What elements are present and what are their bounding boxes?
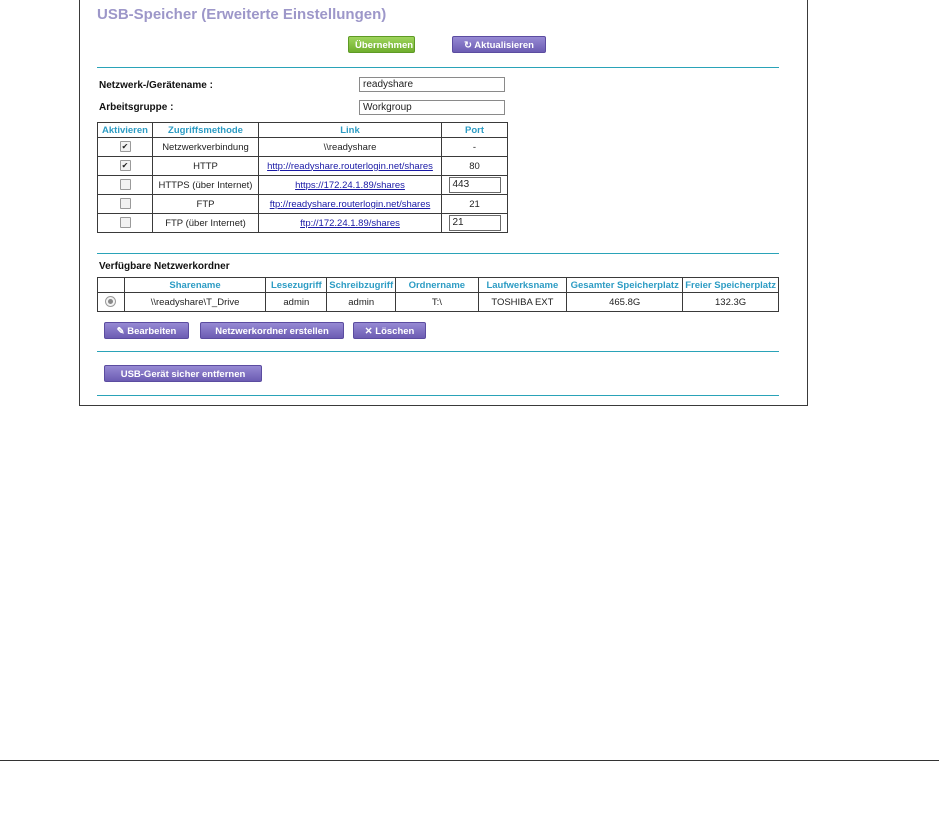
method-cell: HTTPS (über Internet) [153,176,259,195]
refresh-icon: ↻ [464,40,472,51]
col-select [98,278,125,293]
table-row [98,176,508,195]
apply-button[interactable]: Übernehmen ▸ [348,36,415,53]
edit-button-label: Bearbeiten [127,326,177,337]
col-sharename: Sharename [124,278,266,293]
edit-button[interactable] [104,322,189,339]
table-row [98,214,508,233]
table-row [98,195,508,214]
create-folder-button[interactable]: Netzwerkordner erstellen [200,322,344,339]
link[interactable]: ftp://172.24.1.89/shares [300,217,400,229]
divider [97,67,779,68]
link[interactable]: ftp://readyshare.routerlogin.net/shares [269,198,431,210]
col-free: Freier Speicherplatz [683,278,779,293]
table-header-row [98,123,508,138]
port-input[interactable]: 443 [449,177,501,193]
table-row [98,293,779,312]
col-write: Schreibzugriff [327,278,396,293]
read-cell: admin [266,293,327,312]
delete-button-label: Löschen [375,326,415,337]
col-drive: Laufwerksname [478,278,567,293]
method-cell: Netzwerkverbindung [153,138,259,157]
port-input[interactable]: 21 [449,215,501,231]
table-row [98,157,508,176]
folder-select-radio[interactable] [105,296,116,307]
total-cell: 465.8G [567,293,683,312]
drive-cell: TOSHIBA EXT [478,293,567,312]
delete-button[interactable] [353,322,426,339]
divider [97,351,779,352]
enable-checkbox[interactable]: ✔ [120,141,131,152]
folders-section-label: Verfügbare Netzwerkordner [99,261,230,272]
folder-cell: T:\ [396,293,478,312]
enable-checkbox[interactable]: ✔ [120,160,131,171]
method-cell: FTP [153,195,259,214]
link[interactable]: https://172.24.1.89/shares [295,179,405,191]
divider [97,253,779,254]
free-cell: 132.3G [683,293,779,312]
col-link: Link [259,123,442,138]
page-title: USB-Speicher (Erweiterte Einstellungen) [97,6,387,23]
page-divider [0,760,939,761]
link[interactable]: http://readyshare.routerlogin.net/shares [267,160,433,172]
device-name-label: Netzwerk-/Gerätename : [99,80,213,91]
divider [97,395,779,396]
enable-checkbox[interactable] [120,217,131,228]
write-cell: admin [327,293,396,312]
sharename-cell: \\readyshare\T_Drive [124,293,266,312]
port-cell: - [442,138,508,157]
port-cell: 80 [442,157,508,176]
refresh-button[interactable] [452,36,546,53]
workgroup-label: Arbeitsgruppe : [99,102,174,113]
device-name-input[interactable]: readyshare [359,77,505,92]
enable-checkbox[interactable] [120,198,131,209]
method-cell: HTTP [153,157,259,176]
link-cell: \\readyshare [259,138,442,157]
table-row [98,138,508,157]
close-icon: ✕ [364,326,373,337]
workgroup-input[interactable]: Workgroup [359,100,505,115]
network-folders-table [97,277,779,312]
col-port: Port [442,123,508,138]
col-total: Gesamter Speicherplatz [567,278,683,293]
col-read: Lesezugriff [266,278,327,293]
pencil-icon: ✎ [116,326,125,337]
col-method: Zugriffsmethode [153,123,259,138]
enable-checkbox[interactable] [120,179,131,190]
safely-remove-button[interactable]: USB-Gerät sicher entfernen [104,365,262,382]
port-cell: 21 [442,195,508,214]
method-cell: FTP (über Internet) [153,214,259,233]
col-enable: Aktivieren [98,123,153,138]
refresh-button-label: Aktualisieren [474,40,534,51]
table-header-row [98,278,779,293]
access-methods-table [97,122,508,233]
col-folder: Ordnername [396,278,478,293]
usb-storage-panel [79,0,808,406]
